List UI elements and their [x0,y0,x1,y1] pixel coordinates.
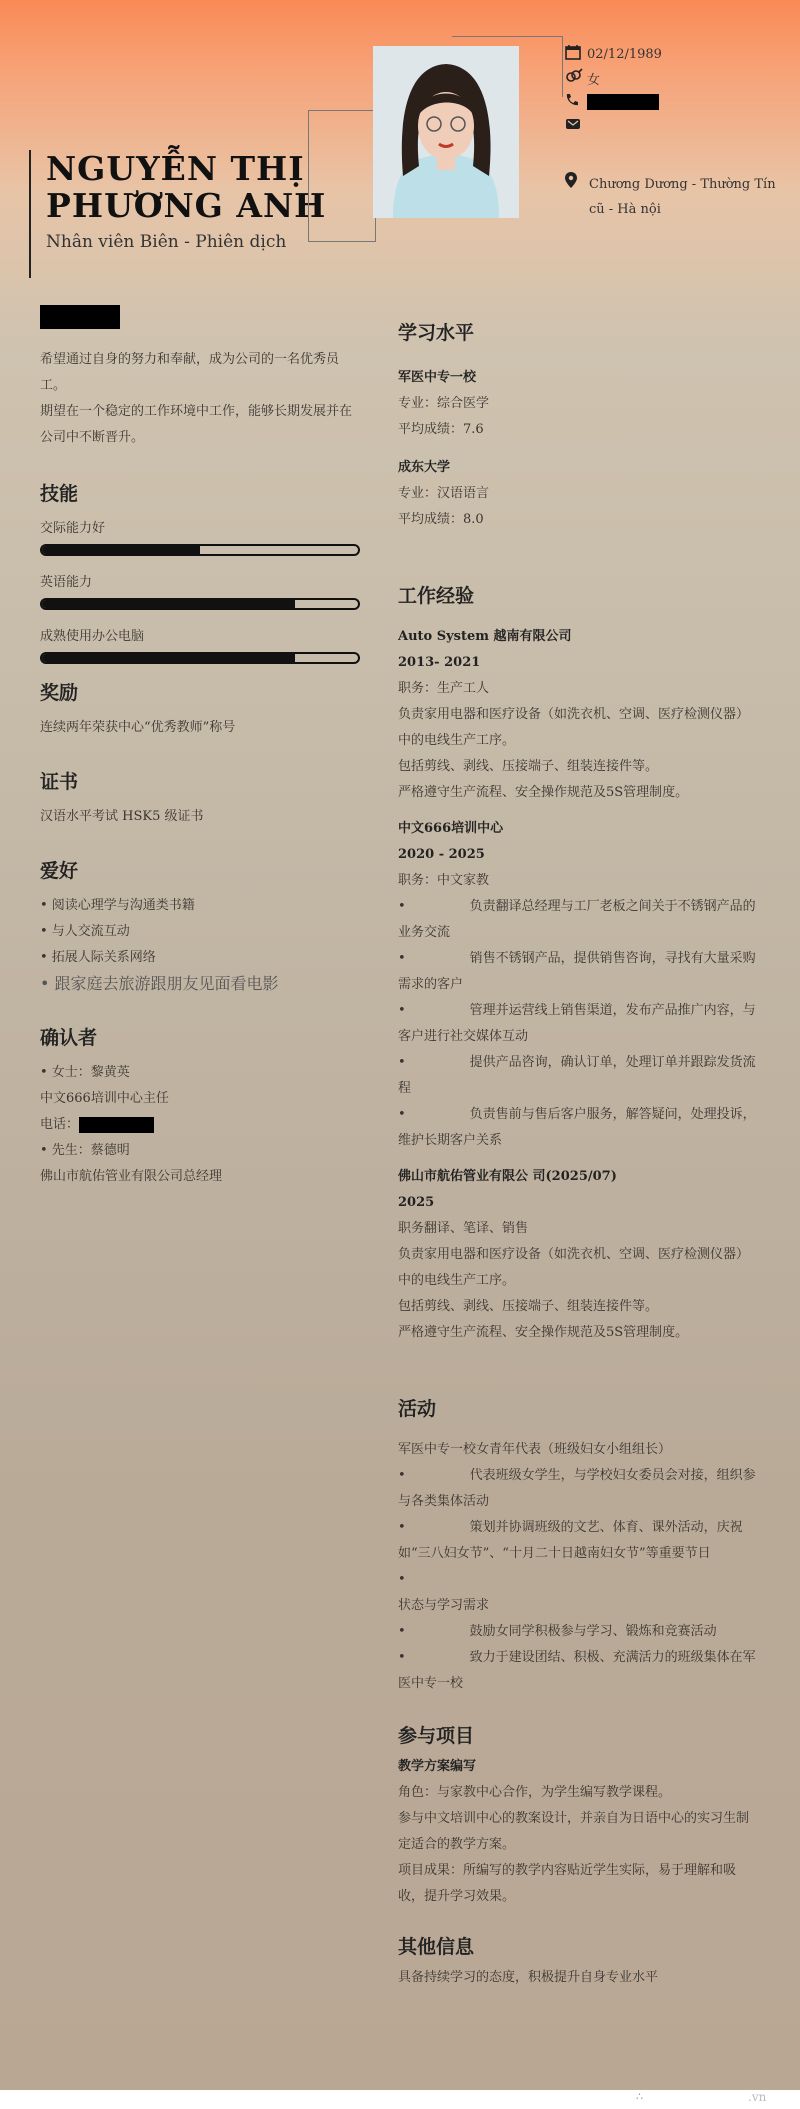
school-name: 军医中专一校 [398,370,477,385]
full-name [46,150,336,224]
phone-icon [565,93,587,111]
job-bullet: • 管理并运营线上销售渠道，发布产品推广内容，与客户进行社交媒体互动 [398,1003,756,1044]
location-pin-icon [565,172,589,222]
hobby-item: • 与人交流互动 [40,924,130,939]
skills-heading: 技能 [40,483,79,505]
activity-bullet-text: 策划并协调班级的文艺、体育、课外活动，庆祝如“三八妇女节”、“十月二十日越南妇女节”等重要节日 [398,1520,743,1561]
reference-1-name: • 女士：黎黄英 [40,1065,130,1080]
education-heading: 学习水平 [398,322,475,344]
job-role: 职务：中文家教 [398,873,490,888]
reference-2-org: 佛山市航佑管业有限公司总经理 [40,1169,223,1184]
activities-heading: 活动 [398,1398,437,1420]
reference-2-name: • 先生：蔡德明 [40,1143,130,1158]
address-line-2: cũ - Hà nội [589,202,661,217]
phone-label: 电话： [40,1117,80,1132]
activity-bullet: • 致力于建设团结、积极、充满活力的班级集体在军医中专一校 [398,1650,756,1691]
hobby-item: • 拓展人际关系网络 [40,950,156,965]
skill-level-bar [40,544,360,556]
job-role: 职务翻译、笔译、销售 [398,1221,529,1236]
project-description: 参与中文培训中心的教案设计，并亲自为日语中心的实习生制定适合的教学方案。 [398,1811,750,1852]
skill-label: 交际能力好 [40,521,106,536]
date-of-birth: 02/12/1989 [587,46,662,62]
name-line-2: PHƯƠNG ANH [46,186,327,225]
certificates-text: 汉语水平考试 HSK5 级证书 [40,809,204,824]
reference-phone-redacted [79,1117,154,1133]
job-duty: 负责家用电器和医疗设备（如洗衣机、空调、医疗检测仪器）中的电线生产工序。 [398,707,750,748]
job-bullet-text: 提供产品咨询，确认订单，处理订单并跟踪发货流程 [398,1055,756,1096]
activity-bullet-text: 鼓励女同学积极参与学习、锻炼和竞赛活动 [469,1624,717,1639]
job-duty: 包括剪线、剥线、压接端子、组装连接件等。 [398,759,659,774]
email-icon [565,117,587,135]
gender-row [565,66,790,90]
activity-bullet: • 代表班级女学生，与学校妇女委员会对接，组织参与各类集体活动 [398,1468,756,1509]
activity-bullet-text: 代表班级女学生，与学校妇女委员会对接，组织参与各类集体活动 [398,1468,756,1509]
activity-bullet-text: 致力于建设团结、积极、充满活力的班级集体在军医中专一校 [398,1650,756,1691]
skill-level-fill [42,600,295,608]
awards-heading: 奖励 [40,682,79,704]
name-line-1: NGUYỄN THỊ [46,149,305,188]
phone-redacted [587,94,659,110]
job-duty: 包括剪线、剥线、压接端子、组装连接件等。 [398,1299,659,1314]
skill-level-bar [40,652,360,664]
project-result: 项目成果：所编写的教学内容贴近学生实际，易于理解和吸收，提升学习效果。 [398,1863,737,1904]
footer-mark: ∴ [636,2090,643,2103]
experience-heading: 工作经验 [398,585,475,607]
skill-level-fill [42,654,295,662]
skill-level-bar [40,598,360,610]
job-duty: 负责家用电器和医疗设备（如洗衣机、空调、医疗检测仪器）中的电线生产工序。 [398,1247,750,1288]
job-bullet-text: 负责售前与售后客户服务，解答疑问，处理投诉，维护长期客户关系 [398,1107,756,1148]
contact-block [565,42,790,138]
dob-row [565,42,790,66]
certificates-heading: 证书 [40,771,79,793]
address-line-1: Chương Dương - Thường Tín [589,177,776,192]
other-info-heading: 其他信息 [398,1936,475,1958]
calendar-icon [565,44,587,64]
gender: 女 [587,72,601,88]
other-info-text: 具备持续学习的态度，积极提升自身专业水平 [398,1970,659,1985]
references-heading: 确认者 [40,1027,98,1049]
skills-list [40,516,360,664]
school-major: 专业：综合医学 [398,396,490,411]
projects-heading: 参与项目 [398,1725,475,1747]
job-bullet: • 销售不锈钢产品，提供销售咨询，寻找有大量采购需求的客户 [398,951,756,992]
project-role: 角色：与家教中心合作，为学生编写教学课程。 [398,1785,672,1800]
job-bullet: • 提供产品咨询，确认订单，处理订单并跟踪发货流程 [398,1055,756,1096]
school-name: 成东大学 [398,460,451,475]
right-column [398,318,758,1991]
school-gpa: 平均成绩：8.0 [398,512,484,527]
gender-icon [565,68,587,88]
job-bullet: • 负责翻译总经理与工厂老板之间关于不锈钢产品的业务交流 [398,899,756,940]
job-company: Auto System 越南有限公司 [398,629,572,644]
job-title: Nhân viên Biên - Phiên dịch [46,232,287,252]
photo-frame-decoration [308,110,376,242]
objective-heading-redacted [40,305,120,329]
email-row [565,114,790,138]
phone-row [565,90,790,114]
job-duty: 严格遵守生产流程、安全操作规范及5S管理制度。 [398,785,689,800]
activity-intro: 军医中专一校女青年代表（班级妇女小组组长） [398,1442,672,1457]
school-major: 专业：汉语语言 [398,486,490,501]
skill-level-fill [42,546,200,554]
job-bullet-text: 负责翻译总经理与工厂老板之间关于不锈钢产品的业务交流 [398,899,756,940]
awards-text: 连续两年荣获中心“优秀教师”称号 [40,720,236,735]
left-column [40,305,360,1190]
activity-bullet: • 策划并协调班级的文艺、体育、课外活动，庆祝如“三八妇女节”、“十月二十日越南妇女节”等重要节日 [398,1520,743,1561]
job-role: 职务：生产工人 [398,681,490,696]
job-duty: 严格遵守生产流程、安全操作规范及5S管理制度。 [398,1325,689,1340]
activity-subtitle: 状态与学习需求 [398,1598,490,1613]
activity-bullet: • 鼓励女同学积极参与学习、锻炼和竞赛活动 [398,1624,717,1639]
skill-label: 英语能力 [40,575,93,590]
job-period: 2025 [398,1195,435,1210]
job-bullet-text: 管理并运营线上销售渠道，发布产品推广内容，与客户进行社交媒体互动 [398,1003,756,1044]
job-bullet: • 负责售前与售后客户服务，解答疑问，处理投诉，维护长期客户关系 [398,1107,756,1148]
hobbies-heading: 爱好 [40,860,79,882]
name-accent-bar [29,150,31,278]
job-company: 佛山市航佑管业有限公 司(2025/07) [398,1169,617,1184]
objective-text-1: 希望通过自身的努力和奉献，成为公司的一名优秀员工。 [40,352,340,393]
hobby-item: • 跟家庭去旅游跟朋友见面看电影 [40,974,279,993]
footer-site: .vn [748,2090,767,2104]
job-bullet-text: 销售不锈钢产品，提供销售咨询，寻找有大量采购需求的客户 [398,951,756,992]
job-period: 2020 - 2025 [398,847,485,862]
objective-text-2: 期望在一个稳定的工作环境中工作，能够长期发展并在公司中不断晋升。 [40,404,353,445]
job-period: 2013- 2021 [398,655,481,670]
activity-bullet-empty: • [398,1572,406,1587]
project-name: 教学方案编写 [398,1759,477,1774]
hobby-item: • 阅读心理学与沟通类书籍 [40,898,195,913]
profile-photo [373,46,519,218]
address [565,172,785,222]
skill-label: 成熟使用办公电脑 [40,629,145,644]
job-company: 中文666培训中心 [398,821,504,836]
reference-1-org: 中文666培训中心主任 [40,1091,169,1106]
reference-1-phone [40,1112,360,1138]
school-gpa: 平均成绩：7.6 [398,422,484,437]
